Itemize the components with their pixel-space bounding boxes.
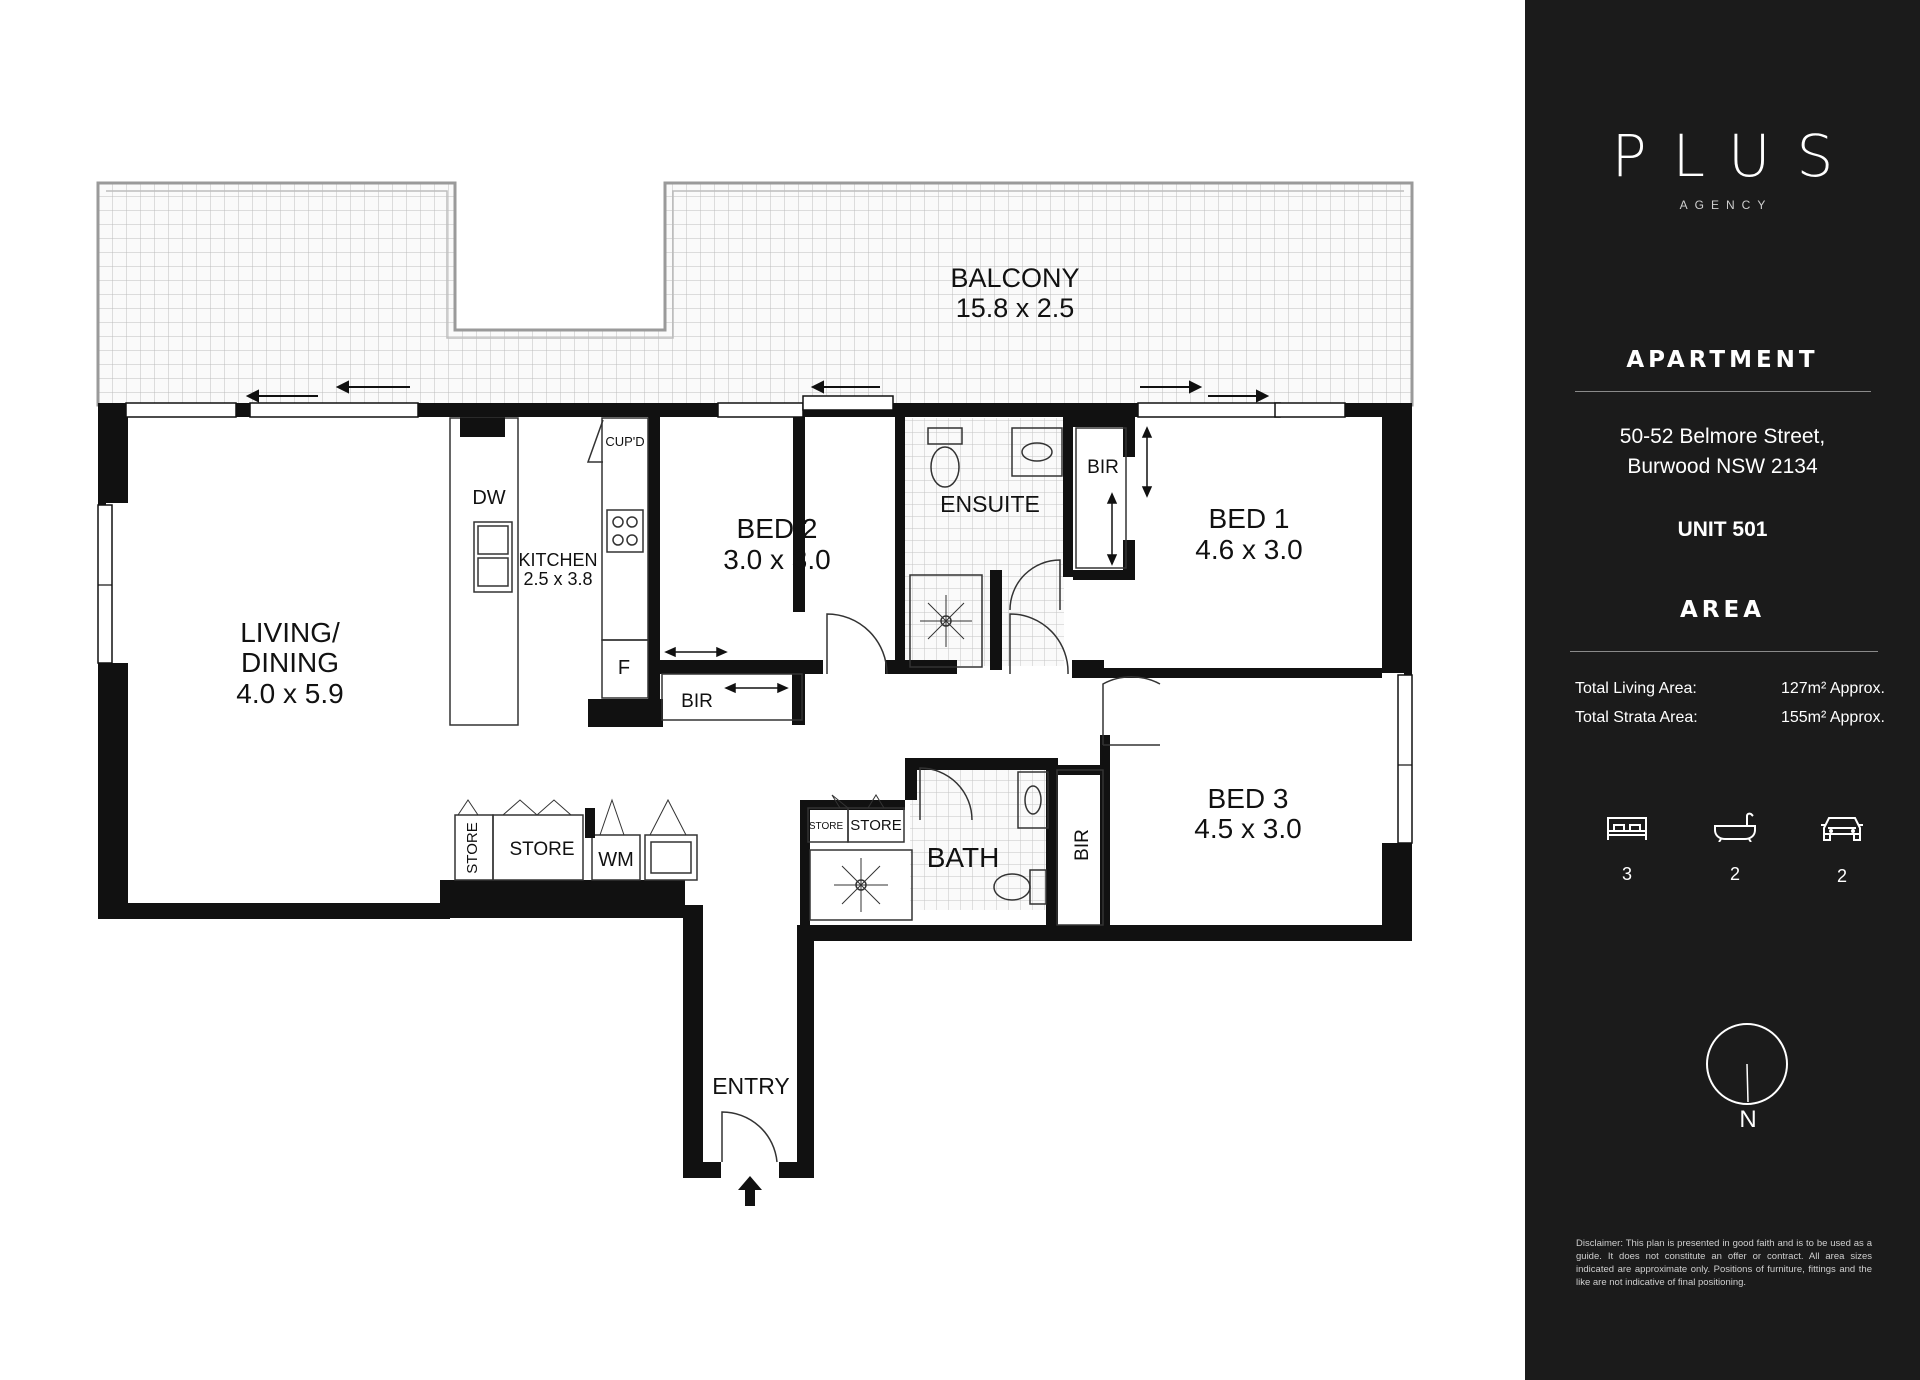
bed-icon <box>1605 812 1649 842</box>
bed1-dims: 4.6 x 3.0 <box>1195 534 1303 565</box>
property-divider <box>1575 391 1871 392</box>
north-compass-icon <box>1705 1022 1789 1106</box>
bath-icon <box>1713 812 1757 842</box>
living-dims: 4.0 x 5.9 <box>236 678 344 709</box>
fridge-label: F <box>617 657 631 679</box>
area-divider <box>1570 651 1878 652</box>
bed3-bir-label: BIR <box>1072 829 1093 861</box>
living-name-line2: DINING <box>241 647 339 678</box>
area-heading: AREA <box>1679 597 1766 623</box>
agency-logo-word: PLUS <box>1611 122 1860 190</box>
bed2-bir-label: BIR <box>681 691 713 712</box>
balcony-area <box>98 183 1412 405</box>
living-area-value: 127m² Approx. <box>1780 680 1885 697</box>
bath-store-label: STORE <box>850 817 902 834</box>
bath-name: BATH <box>926 842 1000 873</box>
car-icon <box>1820 812 1864 844</box>
living-area-label: Total Living Area: <box>1575 680 1697 697</box>
bathrooms-feature <box>1705 812 1765 885</box>
agency-logo-sub: AGENCY <box>1679 198 1773 212</box>
address-line-2: Burwood NSW 2134 <box>1627 455 1818 478</box>
ensuite-name: ENSUITE <box>940 491 1040 517</box>
bed2-dims: 3.0 x 3.0 <box>723 544 831 575</box>
address-line-1: 50-52 Belmore Street, <box>1619 425 1826 448</box>
compass-north-label: N <box>1739 1106 1757 1133</box>
bath-store-small-label: STORE <box>808 821 844 832</box>
bed1-bir-label: BIR <box>1087 457 1119 478</box>
bed3-dims: 4.5 x 3.0 <box>1194 813 1302 844</box>
balcony-dims: 15.8 x 2.5 <box>955 293 1075 323</box>
cupboard-label: CUP'D <box>605 434 645 449</box>
bedrooms-count: 3 <box>1621 864 1632 884</box>
bed2-name: BED 2 <box>736 513 818 544</box>
info-sidebar <box>1525 0 1920 1380</box>
living-name-line1: LIVING/ <box>240 617 340 648</box>
washing-machine-label: WM <box>598 849 634 871</box>
bedrooms-feature <box>1597 812 1657 885</box>
bed3-name: BED 3 <box>1207 783 1289 814</box>
property-type-heading: APARTMENT <box>1626 347 1819 373</box>
unit-number: UNIT 501 <box>1677 518 1768 541</box>
strata-area-label: Total Strata Area: <box>1575 709 1698 726</box>
entry-arrow-icon <box>738 1176 762 1206</box>
store-label: STORE <box>509 839 575 860</box>
store-small-label: STORE <box>464 822 481 874</box>
ensuite-floor <box>904 418 1064 666</box>
strata-area-value: 155m² Approx. <box>1780 709 1885 726</box>
bath-floor <box>910 760 1050 910</box>
car-spaces-count: 2 <box>1836 866 1847 886</box>
kitchen-name: KITCHEN <box>518 550 598 570</box>
disclaimer-text: Disclaimer: This plan is presented in good faith and is to be used as a guide. It does not constitute an offer or contract. All area sizes indicated are approximate only. Positions of furniture, fittings and the like are not indicative of final positioning. <box>1576 1238 1872 1288</box>
balcony-name: BALCONY <box>950 263 1080 293</box>
bathrooms-count: 2 <box>1729 864 1740 884</box>
entry-name: ENTRY <box>712 1073 790 1099</box>
kitchen-dims: 2.5 x 3.8 <box>523 569 593 589</box>
dishwasher-label: DW <box>472 487 506 509</box>
bed1-name: BED 1 <box>1208 503 1290 534</box>
car-spaces-feature <box>1812 812 1872 887</box>
